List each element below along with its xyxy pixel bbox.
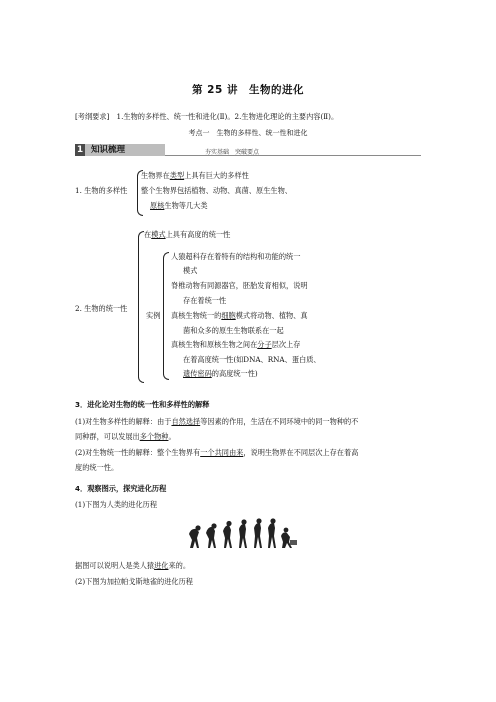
example4-line1: 真核生物和原核生物之间在分子层次上存 bbox=[171, 340, 301, 349]
page-title: 第 25 讲 生物的进化 bbox=[192, 84, 304, 96]
example-label: 实例 bbox=[146, 311, 161, 320]
diversity-line1: 生物界在类型上具有巨大的多样性 bbox=[141, 171, 249, 180]
section3-p2-cont: 度的统一性。 bbox=[75, 463, 119, 472]
banner-rule bbox=[165, 155, 421, 156]
example4-line3: 遗传密码的高度统一性) bbox=[183, 369, 258, 378]
section4-heading: 4．观察图示，探究进化历程 bbox=[75, 484, 167, 493]
banner-subtitle: 夯实基础 突破要点 bbox=[205, 149, 260, 156]
section3-p1: (1)对生物多样性的解释：由于自然选择等因素的作用，生活在不同环境中的同一物种的不 bbox=[75, 417, 359, 426]
banner-label: 知识梳理 bbox=[85, 144, 165, 156]
topic-heading: 考点一 生物的多样性、统一性和进化 bbox=[188, 129, 308, 137]
unity-label: 2. 生物的统一性 bbox=[75, 304, 128, 313]
example-brace bbox=[163, 252, 169, 380]
diversity-line2: 整个生物界包括植物、动物、真菌、原生生物、 bbox=[141, 186, 292, 195]
example3-line1: 真核生物统一的细胞模式将动物、植物、真 bbox=[171, 311, 308, 320]
knowledge-banner bbox=[75, 144, 421, 156]
figure-conclusion: 据图可以说明人是类人猿进化来的。 bbox=[75, 561, 191, 570]
unity-top: 在模式上具有高度的统一性 bbox=[144, 230, 231, 239]
unity-brace bbox=[138, 231, 144, 383]
section3-heading: 3．进化论对生物的统一性和多样性的解释 bbox=[75, 400, 210, 409]
example4-line2: 在着高度统一性(如DNA、RNA、蛋白质、 bbox=[183, 355, 321, 364]
section3-p2: (2)对生物统一性的解释：整个生物界有一个共同由来，说明生物界在不同层次上存在着高 bbox=[75, 448, 359, 457]
example1-line2: 模式 bbox=[183, 266, 198, 275]
example2-line2: 存在着统一性 bbox=[183, 296, 227, 305]
section3-p1-cont: 同种群，可以发展出多个物种。 bbox=[75, 432, 176, 441]
diversity-line3: 原核生物等几大类 bbox=[150, 201, 208, 210]
human-evolution-figure bbox=[186, 518, 298, 550]
exam-requirement: [考纲要求] 1.生物的多样性、统一性和进化(Ⅱ)。2.生物进化理论的主要内容(Ⅱ)。 bbox=[75, 112, 339, 121]
example3-line2: 菌和众多的原生生物联系在一起 bbox=[183, 326, 284, 335]
example1-line1: 人猿超科存在着特有的结构和功能的统一 bbox=[171, 252, 301, 261]
human-evolution-figures-icon bbox=[186, 518, 298, 550]
diversity-label: 1. 生物的多样性 bbox=[75, 186, 128, 195]
question1: (1)下图为人类的进化历程 bbox=[75, 500, 158, 509]
banner-number: 1 bbox=[76, 145, 84, 155]
question2: (2)下图为加拉帕戈斯地雀的进化历程 bbox=[75, 577, 193, 586]
example2-line1: 脊椎动物有同源器官，胚胎发育相似，说明 bbox=[171, 281, 308, 290]
